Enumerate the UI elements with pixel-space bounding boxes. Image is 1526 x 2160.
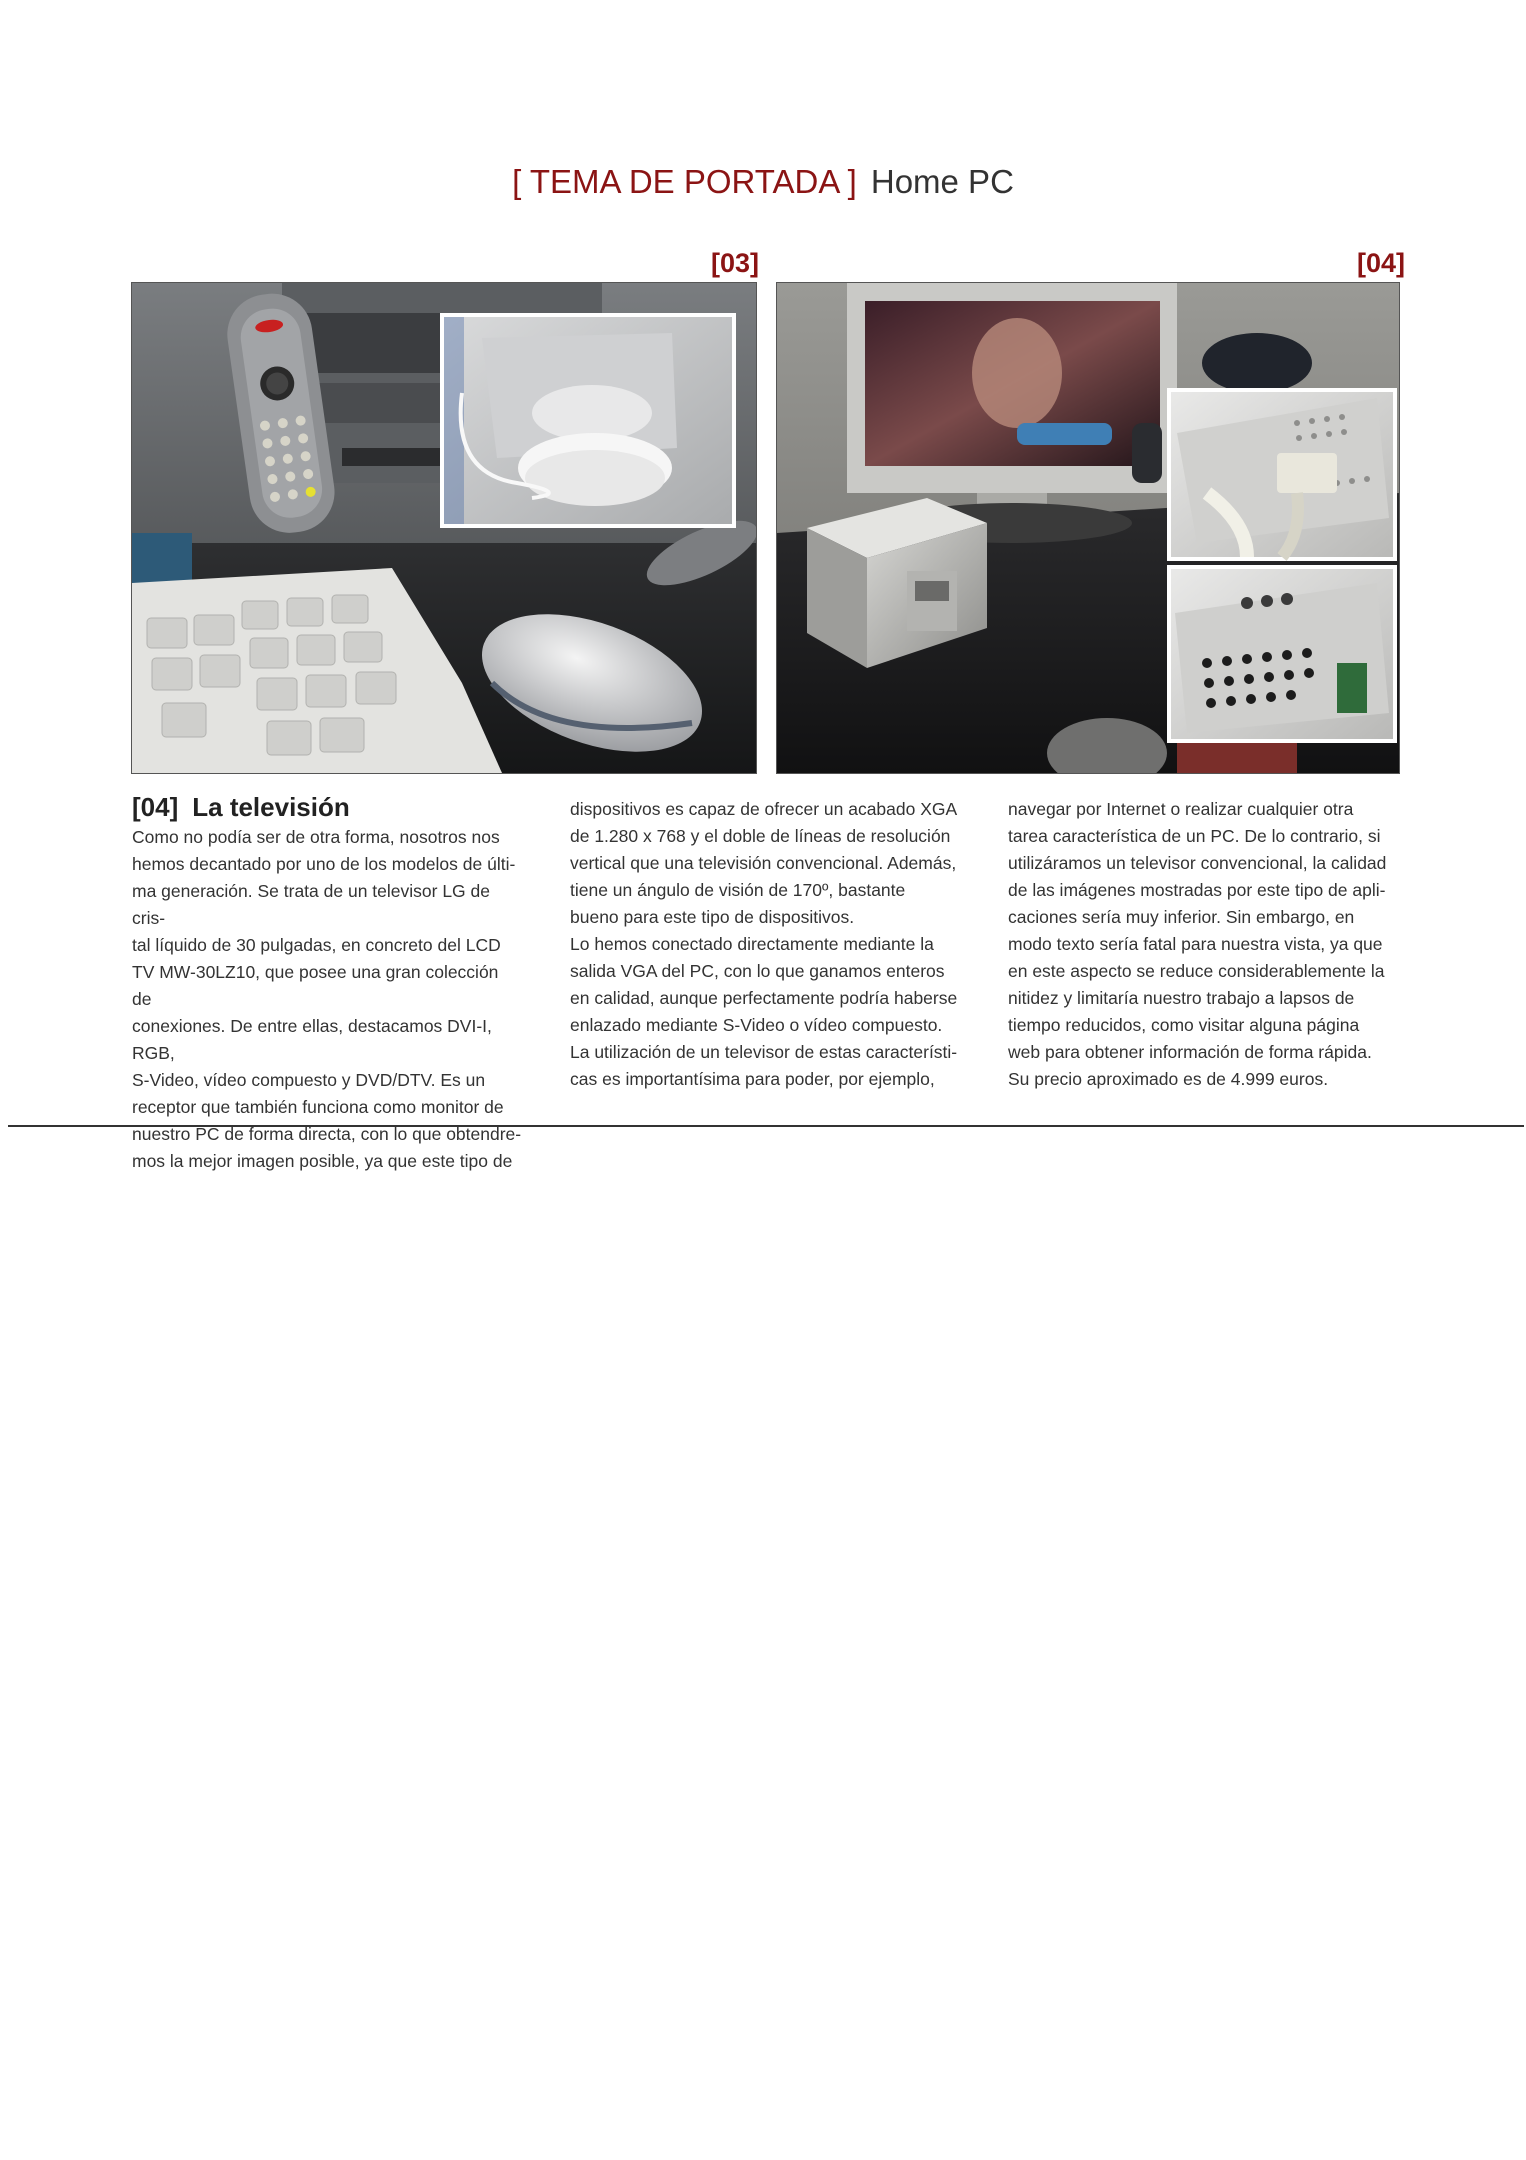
col1-line: Como no podía ser de otra forma, nosotros nos [132,827,500,847]
article-heading-number: [04] [132,792,179,822]
col3-line: navegar por Internet o realizar cualquier otra [1008,799,1354,819]
col1-line: S-Video, vídeo compuesto y DVD/DTV. Es un [132,1070,486,1090]
col2-line: de 1.280 x 768 y el doble de líneas de resolución [570,826,951,846]
section-subtitle: Home PC [870,163,1014,200]
col1-line: TV MW-30LZ10, que posee una gran colección de [132,962,499,1009]
col2-line: bueno para este tipo de dispositivos. [570,907,855,927]
col2-line: dispositivos es capaz de ofrecer un acabado XGA [570,799,958,819]
col1-line: hemos decantado por uno de los modelos de últi- [132,854,516,874]
col3-line: Su precio aproximado es de 4.999 euros. [1008,1069,1329,1089]
col3-line: web para obtener información de forma rápida. [1008,1042,1372,1062]
col3-line: modo texto sería fatal para nuestra vista, ya que [1008,934,1383,954]
section-title: [ TEMA DE PORTADA ] [512,163,857,200]
col3-line: caciones sería muy inferior. Sin embargo, en [1008,907,1355,927]
col2-line: enlazado mediante S-Video o vídeo compuesto. [570,1015,943,1035]
figure-label-04: [04] [1357,248,1406,278]
col1-line: conexiones. De entre ellas, destacamos DVI-I, RGB, [132,1016,492,1063]
page-header [0,160,1526,204]
col2-line: cas es importantísima para poder, por ejemplo, [570,1069,935,1089]
col1-line: tal líquido de 30 pulgadas, en concreto del LCD [132,935,501,955]
photo-lcd-television [776,282,1400,774]
col3-line: utilizáramos un televisor convencional, la calidad [1008,853,1387,873]
section-divider [8,1125,1524,1127]
figure-label-03: [03] [711,248,760,278]
col3-line: nitidez y limitaría nuestro trabajo a lapsos de [1008,988,1355,1008]
col2-line: vertical que una televisión convencional. Además, [570,853,957,873]
col2-line: Lo hemos conectado directamente mediante la [570,934,934,954]
col2-line: La utilización de un televisor de estas característi- [570,1042,958,1062]
col1-line: mos la mejor imagen posible, ya que este tipo de [132,1151,513,1171]
col3-line: tiempo reducidos, como visitar alguna página [1008,1015,1360,1035]
col1-line: receptor que también funciona como monitor de [132,1097,504,1117]
article-heading-title: La televisión [192,792,350,822]
col2-line: salida VGA del PC, con lo que ganamos enteros [570,961,945,981]
article-column-1 [132,790,522,1175]
photo-pc-peripherals [131,282,757,774]
col3-line: en este aspecto se reduce considerablemente la [1008,961,1385,981]
col2-line: en calidad, aunque perfectamente podría haberse [570,988,958,1008]
article-column-2 [570,796,960,1093]
col1-line: nuestro PC de forma directa, con lo que obtendre- [132,1124,522,1144]
col3-line: tarea característica de un PC. De lo contrario, si [1008,826,1381,846]
col3-line: de las imágenes mostradas por este tipo de apli- [1008,880,1386,900]
article-heading [132,790,522,824]
col2-line: tiene un ángulo de visión de 170º, bastante [570,880,906,900]
col1-line: ma generación. Se trata de un televisor LG de cris- [132,881,490,928]
article-column-3 [1008,796,1398,1093]
